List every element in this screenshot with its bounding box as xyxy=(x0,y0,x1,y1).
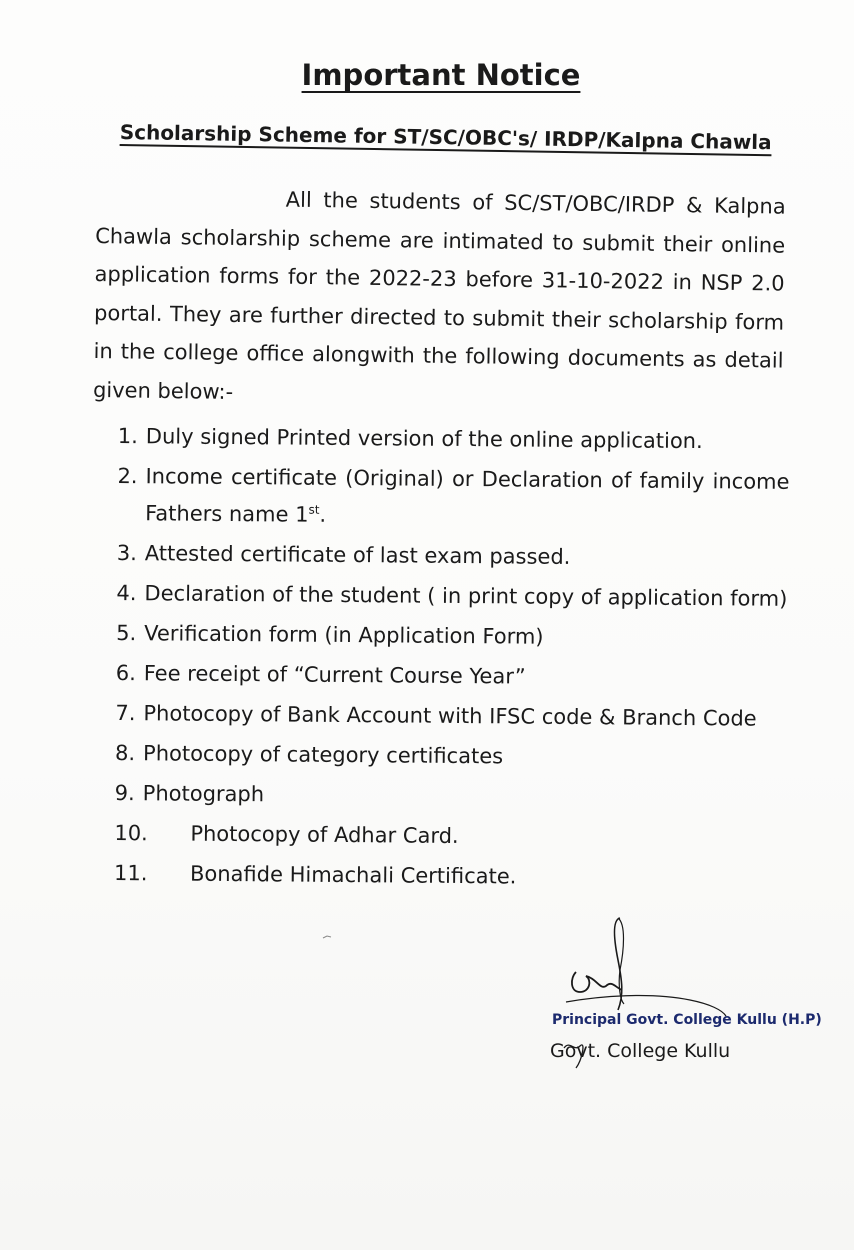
list-item-number: 9. xyxy=(114,780,135,806)
list-item-number: 4. xyxy=(116,580,137,606)
list-item-text: Photocopy of Bank Account with IFSC code & Branch Code xyxy=(143,701,757,731)
list-item xyxy=(117,460,790,535)
list-item-text: Photocopy of category certificates xyxy=(142,741,504,769)
list-item-text-main: Income certificate (Original) or Declaration of family income Fathers name 1 xyxy=(145,464,790,527)
list-item-number: 11. xyxy=(113,860,148,886)
list-item-text: Declaration of the student ( in print copy of application form) xyxy=(144,581,788,611)
notice-subtitle: Scholarship Scheme for ST/SC/OBC's/ IRDP/Kalpna Chawla xyxy=(119,120,772,155)
list-item-number: 3. xyxy=(116,540,137,566)
stray-ink-mark xyxy=(322,934,332,940)
list-item-text: Duly signed Printed version of the online application. xyxy=(145,424,703,454)
list-item-number: 6. xyxy=(115,660,136,686)
list-item xyxy=(116,657,788,695)
list-item-number: 5. xyxy=(116,620,137,646)
list-item-text-end: . xyxy=(319,502,327,527)
list-item-number: 8. xyxy=(114,740,136,766)
list-item-text: Bonafide Himachali Certificate. xyxy=(189,861,517,889)
list-item xyxy=(118,420,790,458)
page-title: Important Notice xyxy=(301,58,581,92)
list-item-text: Photocopy of Adhar Card. xyxy=(190,821,459,848)
list-item xyxy=(115,777,787,815)
superscript-ordinal: st xyxy=(308,502,320,517)
list-item-number: 10. xyxy=(114,820,148,846)
documents-list xyxy=(114,420,790,903)
list-item xyxy=(116,577,788,615)
list-item-number: 2. xyxy=(117,463,138,489)
notice-paragraph: All the students of SC/ST/OBC/IRDP & Kalpna Chawla scholarship scheme are intimated to submit their online application forms for the 2022-23 before 31-10-2022 in NSP 2.0 portal. They are further directed to submit their scholarship form in the college office alongwith the following documents as detail given below:- xyxy=(92,187,786,404)
list-item-text: Fee receipt of “Current Course Year” xyxy=(143,661,526,689)
list-item xyxy=(115,737,787,775)
list-item xyxy=(117,537,789,575)
list-item-text: Photograph xyxy=(142,781,265,807)
list-item xyxy=(114,817,786,855)
list-item xyxy=(115,697,787,735)
list-item-number: 7. xyxy=(115,700,136,726)
list-item-text xyxy=(145,460,790,535)
list-item xyxy=(114,857,786,895)
list-item-number: 1. xyxy=(117,423,139,449)
principal-stamp: Principal Govt. College Kullu (H.P) xyxy=(552,1012,822,1028)
office-label: Govt. College Kullu xyxy=(550,1040,731,1062)
list-item xyxy=(116,617,788,655)
list-item-text: Verification form (in Application Form) xyxy=(144,621,544,649)
list-item-text: Attested certificate of last exam passed. xyxy=(144,541,571,569)
